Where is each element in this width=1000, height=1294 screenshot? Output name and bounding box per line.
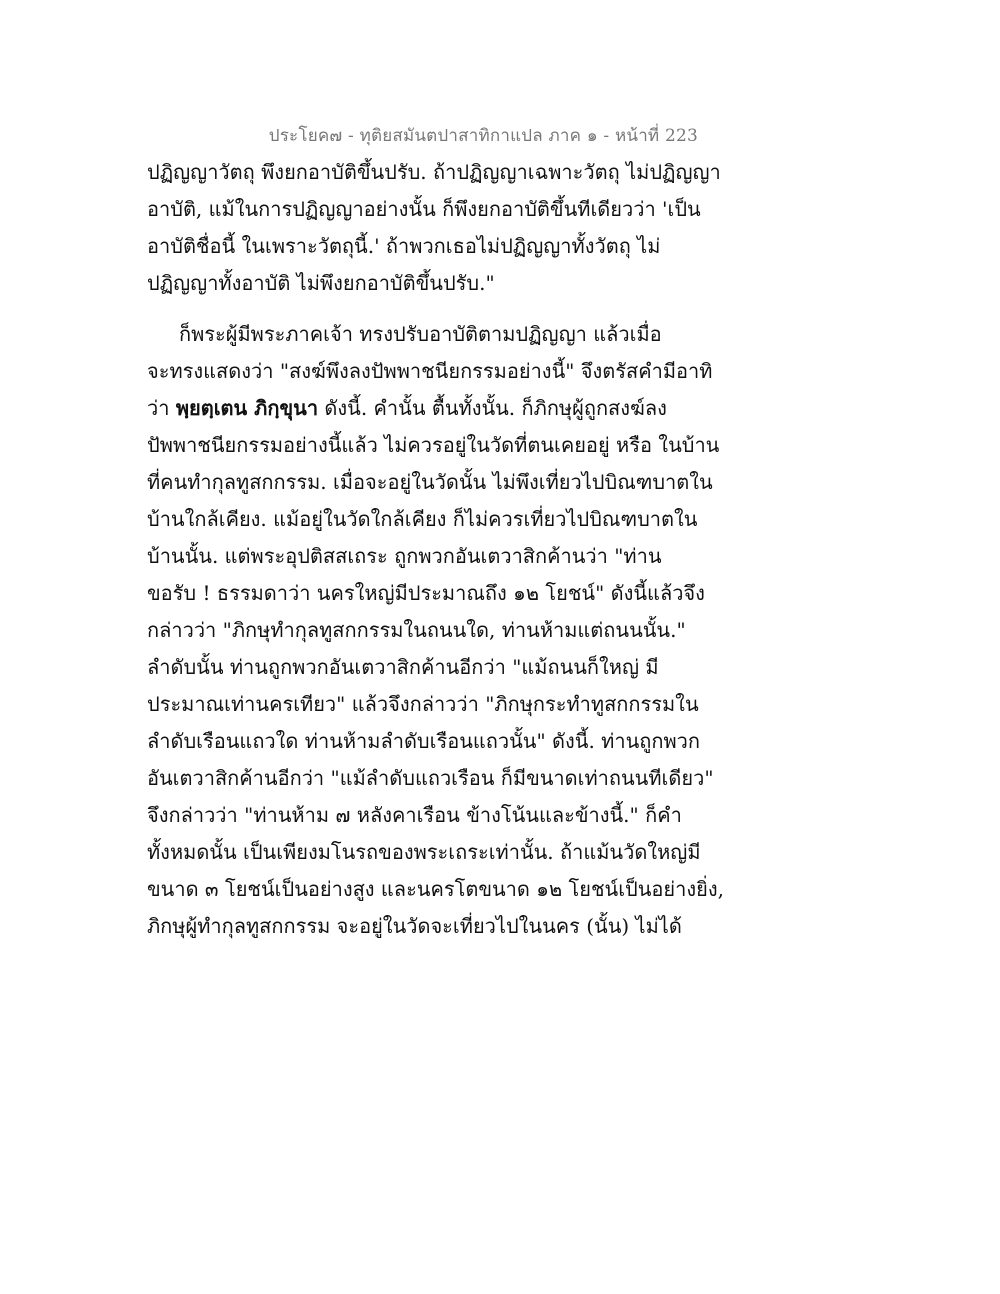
text-fragment: ดังนี้. คำนั้น ตื้นทั้งนั้น. ก็ภิกษุผู้ถูกสงฆ์ลง (318, 396, 667, 420)
text-line: กล่าวว่า "ภิกษุทำกุลทูสกกรรมในถนนใด, ท่านห้ามแต่ถนนนั้น." (147, 618, 686, 642)
text-line: บ้านนั้น. แต่พระอุปติสสเถระ ถูกพวกอันเตวาสิกค้านว่า "ท่าน (147, 544, 662, 568)
paragraph-gap (147, 302, 707, 316)
text-line: ก็พระผู้มีพระภาคเจ้า ทรงปรับอาบัติตามปฏิญญา แล้วเมื่อ (179, 322, 662, 346)
text-line: ลำดับนั้น ท่านถูกพวกอันเตวาสิกค้านอีกว่า "แม้ถนนก็ใหญ่ มี (147, 655, 659, 679)
text-line: ปฏิญญาวัตถุ พึงยกอาบัติขึ้นปรับ. ถ้าปฏิญญาเฉพาะวัตถุ ไม่ปฏิญญา (147, 160, 721, 184)
text-line: อันเตวาสิกค้านอีกว่า "แม้ลำดับแถวเรือน ก็มีขนาดเท่าถนนทีเดียว" (147, 766, 714, 790)
text-line-with-pali (147, 390, 707, 427)
paragraph-2 (147, 316, 724, 945)
text-line: ประมาณเท่านครเทียว" แล้วจึงกล่าวว่า "ภิกษุกระทำทูสกกรรมใน (147, 692, 699, 716)
paragraph-1 (147, 154, 721, 302)
text-line: จะทรงแสดงว่า "สงฆ์พึงลงปัพพาชนียกรรมอย่างนี้" จึงตรัสคำมีอาทิ (147, 359, 713, 383)
body-text (147, 154, 724, 945)
text-line: ที่คนทำกุลทูสกกรรม. เมื่อจะอยู่ในวัดนั้น ไม่พึงเที่ยวไปบิณฑบาตใน (147, 470, 713, 494)
text-line: อาบัติชื่อนี้ ในเพราะวัตถุนี้.' ถ้าพวกเธอไม่ปฏิญญาทั้งวัตถุ ไม่ (147, 234, 661, 258)
text-line: จึงกล่าวว่า "ท่านห้าม ๗ หลังคาเรือน ข้างโน้นและข้างนี้." ก็คำ (147, 803, 682, 827)
text-line: ขนาด ๓ โยชน์เป็นอย่างสูง และนครโตขนาด ๑๒ โยชน์เป็นอย่างยิ่ง, (147, 877, 724, 901)
text-line: ปัพพาชนียกรรมอย่างนี้แล้ว ไม่ควรอยู่ในวัดที่ตนเคยอยู่ หรือ ในบ้าน (147, 433, 720, 457)
pali-term: พฺยตฺเตน ภิกฺขุนา (175, 396, 319, 420)
text-line: ปฏิญญาทั้งอาบัติ ไม่พึงยกอาบัติขึ้นปรับ." (147, 271, 495, 295)
text-line: บ้านใกล้เคียง. แม้อยู่ในวัดใกล้เคียง ก็ไม่ควรเที่ยวไปบิณฑบาตใน (147, 507, 698, 531)
text-fragment: ว่า (147, 396, 176, 420)
text-line: ทั้งหมดนั้น เป็นเพียงมโนรถของพระเถระเท่านั้น. ถ้าแม้นวัดใหญ่มี (147, 840, 701, 864)
running-header: ประโยค๗ - ทุติยสมันตปาสาทิกาแปล ภาค ๑ - หน้าที่ 223 (268, 126, 698, 146)
text-line: ภิกษุผู้ทำกุลทูสกกรรม จะอยู่ในวัดจะเที่ยวไปในนคร (นั้น) ไม่ได้ (147, 914, 682, 938)
text-line: ขอรับ ! ธรรมดาว่า นครใหญ่มีประมาณถึง ๑๒ โยชน์" ดังนี้แล้วจึง (147, 581, 705, 605)
text-line: อาบัติ, แม้ในการปฏิญญาอย่างนั้น ก็พึงยกอาบัติขึ้นทีเดียวว่า 'เป็น (147, 197, 701, 221)
text-line: ลำดับเรือนแถวใด ท่านห้ามลำดับเรือนแถวนั้น" ดังนี้. ท่านถูกพวก (147, 729, 700, 753)
